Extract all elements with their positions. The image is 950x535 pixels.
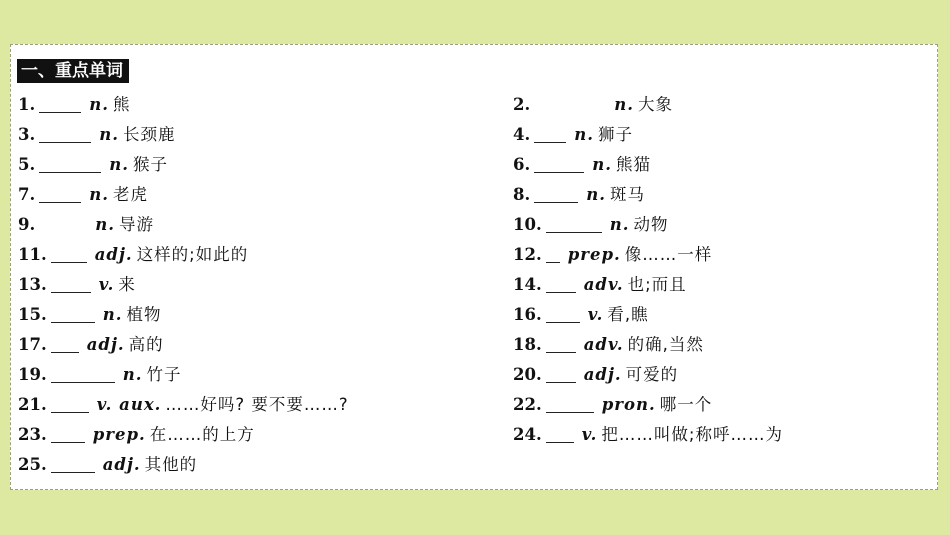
item-number: 11. — [18, 245, 47, 264]
answer-blank[interactable] — [51, 244, 87, 263]
part-of-speech: n. — [95, 215, 115, 234]
answer-blank[interactable] — [51, 334, 79, 353]
item-meaning: 老虎 — [112, 185, 148, 204]
item-number: 12. — [513, 245, 542, 264]
answer-blank[interactable] — [51, 394, 89, 413]
item-meaning: 熊猫 — [615, 155, 651, 174]
vocab-item — [513, 393, 712, 417]
vocab-item — [18, 363, 181, 387]
item-meaning: 斑马 — [609, 185, 645, 204]
part-of-speech: pron. — [601, 395, 656, 414]
part-of-speech: v. — [98, 275, 115, 294]
item-meaning: 熊 — [112, 95, 131, 114]
item-number: 2. — [513, 95, 531, 114]
item-number: 15. — [18, 305, 47, 324]
part-of-speech: n. — [122, 365, 143, 384]
vocab-item — [18, 153, 168, 177]
item-meaning: 也;而且 — [627, 275, 687, 294]
item-number: 3. — [18, 125, 36, 144]
vocab-item — [513, 153, 651, 177]
vocabulary-card — [10, 44, 938, 490]
part-of-speech: adj. — [94, 245, 133, 264]
item-number: 9. — [18, 215, 36, 234]
part-of-speech: v. aux. — [96, 395, 162, 414]
item-number: 10. — [513, 215, 542, 234]
answer-blank[interactable] — [51, 364, 115, 383]
item-number: 20. — [513, 365, 542, 384]
item-meaning: 像……一样 — [624, 245, 713, 264]
part-of-speech: n. — [586, 185, 606, 204]
answer-blank[interactable] — [546, 364, 576, 383]
item-meaning: ……好吗? 要不要……? — [165, 395, 349, 414]
item-meaning: 狮子 — [597, 125, 633, 144]
item-number: 16. — [513, 305, 542, 324]
item-number: 25. — [18, 455, 47, 474]
part-of-speech: adj. — [583, 365, 622, 384]
answer-blank[interactable] — [546, 334, 576, 353]
item-number: 1. — [18, 95, 36, 114]
item-meaning: 看,瞧 — [607, 305, 649, 324]
vocab-item — [513, 273, 687, 297]
vocab-item — [18, 453, 197, 477]
item-meaning: 导游 — [118, 215, 154, 234]
item-number: 14. — [513, 275, 542, 294]
vocab-item — [513, 93, 673, 117]
item-meaning: 的确,当然 — [627, 335, 704, 354]
item-meaning: 高的 — [128, 335, 164, 354]
answer-blank[interactable] — [39, 154, 101, 173]
answer-blank[interactable] — [534, 94, 606, 113]
answer-blank[interactable] — [39, 94, 81, 113]
section-title: 一、重点单词 — [17, 59, 129, 83]
part-of-speech: adj. — [86, 335, 125, 354]
answer-blank[interactable] — [546, 394, 594, 413]
vocab-item — [513, 303, 649, 327]
item-number: 5. — [18, 155, 36, 174]
item-meaning: 来 — [118, 275, 136, 294]
part-of-speech: n. — [614, 95, 634, 114]
part-of-speech: n. — [574, 125, 594, 144]
vocab-item — [513, 333, 704, 357]
vocab-item — [18, 93, 130, 117]
item-number: 23. — [18, 425, 47, 444]
item-number: 17. — [18, 335, 47, 354]
answer-blank[interactable] — [51, 304, 95, 323]
part-of-speech: prep. — [567, 245, 621, 264]
item-number: 6. — [513, 155, 531, 174]
vocab-item — [18, 333, 164, 357]
vocab-item — [18, 183, 148, 207]
item-meaning: 动物 — [633, 215, 669, 234]
vocab-item — [18, 213, 154, 237]
part-of-speech: n. — [592, 155, 612, 174]
item-number: 8. — [513, 185, 531, 204]
vocab-item — [18, 423, 255, 447]
item-meaning: 猴子 — [132, 155, 168, 174]
vocab-item — [513, 363, 678, 387]
answer-blank[interactable] — [51, 274, 91, 293]
part-of-speech: prep. — [92, 425, 146, 444]
vocab-item — [513, 213, 668, 237]
item-meaning: 可爱的 — [625, 365, 679, 384]
item-number: 21. — [18, 395, 47, 414]
part-of-speech: n. — [109, 155, 129, 174]
answer-blank[interactable] — [534, 124, 566, 143]
item-number: 4. — [513, 125, 531, 144]
vocab-item — [513, 423, 783, 447]
item-number: 13. — [18, 275, 47, 294]
part-of-speech: v. — [581, 425, 598, 444]
vocab-item — [513, 183, 645, 207]
part-of-speech: n. — [102, 305, 123, 324]
part-of-speech: n. — [89, 95, 109, 114]
item-meaning: 竹子 — [146, 365, 182, 384]
item-meaning: 植物 — [126, 305, 162, 324]
item-meaning: 长颈鹿 — [122, 125, 176, 144]
answer-blank[interactable] — [39, 124, 91, 143]
item-number: 18. — [513, 335, 542, 354]
item-meaning: 把……叫做;称呼……为 — [601, 425, 783, 444]
part-of-speech: n. — [99, 125, 119, 144]
vocab-item — [18, 243, 248, 267]
item-meaning: 哪一个 — [659, 395, 713, 414]
item-number: 22. — [513, 395, 542, 414]
answer-blank[interactable] — [546, 304, 580, 323]
item-number: 19. — [18, 365, 47, 384]
answer-blank[interactable] — [51, 424, 85, 443]
vocab-item — [18, 303, 161, 327]
vocab-item — [18, 393, 349, 417]
item-number: 7. — [18, 185, 36, 204]
answer-blank[interactable] — [546, 274, 576, 293]
answer-blank[interactable] — [546, 244, 560, 263]
answer-blank[interactable] — [534, 184, 578, 203]
item-meaning: 在……的上方 — [149, 425, 255, 444]
answer-blank[interactable] — [39, 214, 87, 233]
part-of-speech: n. — [89, 185, 109, 204]
part-of-speech: adj. — [102, 455, 141, 474]
item-meaning: 其他的 — [144, 455, 198, 474]
vocab-item — [513, 123, 633, 147]
item-number: 24. — [513, 425, 542, 444]
part-of-speech: n. — [609, 215, 630, 234]
answer-blank[interactable] — [534, 154, 584, 173]
answer-blank[interactable] — [51, 454, 95, 473]
item-meaning: 大象 — [637, 95, 673, 114]
answer-blank[interactable] — [546, 214, 602, 233]
answer-blank[interactable] — [546, 424, 574, 443]
vocab-item — [18, 123, 175, 147]
part-of-speech: adv. — [583, 275, 624, 294]
answer-blank[interactable] — [39, 184, 81, 203]
part-of-speech: adv. — [583, 335, 624, 354]
vocab-item — [513, 243, 712, 267]
vocab-item — [18, 273, 136, 297]
item-meaning: 这样的;如此的 — [136, 245, 249, 264]
part-of-speech: v. — [587, 305, 604, 324]
